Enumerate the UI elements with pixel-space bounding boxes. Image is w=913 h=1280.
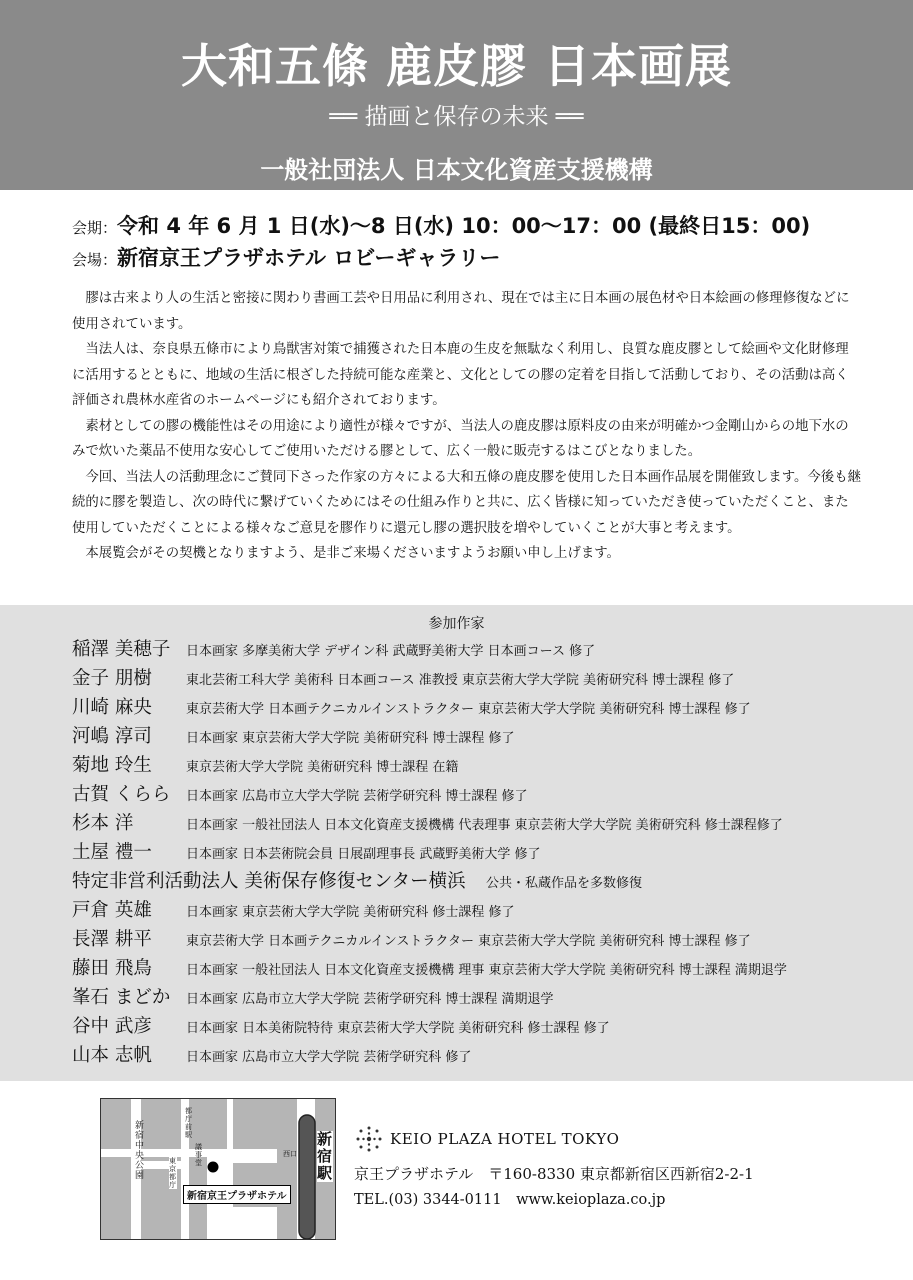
artist-desc: 日本画家 広島市立大学大学院 芸術学研究科 博士課程 修了: [186, 789, 528, 804]
exhibition-title: 大和五條 鹿皮膠 日本画展: [180, 39, 733, 93]
artist-name: 川崎 麻央: [72, 697, 152, 718]
map-label-gikaido: 議事堂: [195, 1143, 202, 1167]
artist-name: 藤田 飛鳥: [72, 958, 152, 979]
artist-desc: 日本画家 一般社団法人 日本文化資産支援機構 理事 東京芸術大学大学院 美術研究科 博士課程 満期退学: [186, 963, 787, 978]
venue-value: 新宿京王プラザホテル ロビーギャラリー: [117, 246, 501, 270]
intro-text: [72, 286, 862, 567]
map-label-hotel: 新宿京王プラザホテル: [183, 1185, 291, 1204]
exhibition-subtitle: ══ 描画と保存の未来 ══: [329, 104, 584, 130]
artist-name: 峯石 まどか: [72, 987, 171, 1008]
artist-desc: 日本画家 広島市立大学大学院 芸術学研究科 修了: [186, 1050, 472, 1065]
map-label-tocho-station: 都庁前駅: [185, 1107, 192, 1139]
artist-name: 河嶋 淳司: [72, 726, 152, 747]
artist-desc: 東北芸術工科大学 美術科 日本画コース 准教授 東京芸術大学大学院 美術研究科 博士課程 修了: [186, 673, 735, 688]
artist-desc: 東京芸術大学大学院 美術研究科 博士課程 在籍: [186, 760, 459, 775]
artist-desc: 東京芸術大学 日本画テクニカルインストラクター 東京芸術大学大学院 美術研究科 博士課程 修了: [186, 702, 751, 717]
artist-desc: 日本画家 一般社団法人 日本文化資産支援機構 代表理事 東京芸術大学大学院 美術研究科 修士課程修了: [186, 818, 783, 833]
artist-name: 戸倉 英雄: [72, 900, 152, 921]
hotel-contact: TEL.(03) 3344-0111 www.keioplaza.co.jp: [354, 1192, 666, 1208]
artist-desc: 日本画家 日本芸術院会員 日展副理事長 武蔵野美術大学 修了: [186, 847, 541, 862]
artist-name: 特定非営利活動法人 美術保存修復センター横浜: [72, 871, 466, 892]
hotel-logo: [354, 1124, 619, 1154]
paragraph: 本展覧会がその契機となりますよう、是非ご来場くださいますようお願い申し上げます。: [85, 546, 620, 561]
paragraph: 膠は古来より人の生活と密接に関わり書画工芸や日用品に利用され、現在では主に日本画の展色材や日本絵画の修理修復などに使用されています。: [72, 291, 850, 332]
paragraph: 当法人は、奈良県五條市により鳥獣害対策で捕獲された日本鹿の生皮を無駄なく利用し、良質な鹿皮膠として絵画や文化財修理に活用するとともに、地域の生活に根ざした持続可能な産業と、文化としての膠の定着を目指して活動しており、その活動は高く評価され農林水産省のホームページにも紹介されております。: [72, 342, 849, 408]
artist-name: 金子 朋樹: [72, 668, 152, 689]
venue-label: 会場：: [72, 251, 118, 269]
map-label-tocho: 東京都庁: [169, 1157, 176, 1189]
artist-name: 谷中 武彦: [72, 1016, 152, 1037]
hotel-address: 京王プラザホテル 〒160-8330 東京都新宿区西新宿2-2-1: [354, 1165, 754, 1183]
artist-desc: 公共・私蔵作品を多数修復: [486, 876, 643, 891]
artist-name: 稲澤 美穂子: [72, 639, 171, 660]
artist-desc: 日本画家 日本美術院特待 東京芸術大学大学院 美術研究科 修士課程 修了: [186, 1021, 610, 1036]
artist-desc: 東京芸術大学 日本画テクニカルインストラクター 東京芸術大学大学院 美術研究科 博士課程 修了: [186, 934, 751, 949]
artist-desc: 日本画家 多摩美術大学 デザイン科 武蔵野美術大学 日本画コース 修了: [186, 644, 596, 659]
organizer-name: 一般社団法人 日本文化資産支援機構: [260, 156, 653, 184]
period-label: 会期：: [72, 219, 118, 237]
artist-desc: 日本画家 広島市立大学大学院 芸術学研究科 博士課程 満期退学: [186, 992, 554, 1007]
map-label-nishiguchi: 西口: [283, 1150, 297, 1158]
artist-name: 菊地 玲生: [72, 755, 152, 776]
access-map: [100, 1098, 336, 1240]
venue-line: [72, 242, 500, 272]
map-label-park: 新宿中央公園: [135, 1121, 145, 1181]
artists-section: [0, 605, 913, 1081]
period-line: [72, 210, 810, 240]
artist-name: 土屋 禮一: [72, 842, 152, 863]
artist-name: 長澤 耕平: [72, 929, 152, 950]
header-banner: [0, 0, 913, 190]
map-label-shinjuku-station: 新宿駅: [317, 1130, 333, 1182]
paragraph: 今回、当法人の活動理念にご賛同下さった作家の方々による大和五條の鹿皮膠を使用した日本画作品展を開催致します。今後も継続的に膠を製造し、次の時代に繋げていくためにはその仕組み作りと共に、広く皆様に知っていただき使っていただくこと、また使用していただくことによる様々なご意見を膠作りに還元し膠の選択肢を増やしていくことが大事と考えます。: [72, 469, 861, 536]
artists-heading: 参加作家: [428, 616, 485, 632]
hotel-logo-text: KEIO PLAZA HOTEL TOKYO: [390, 1130, 620, 1148]
paragraph: 素材としての膠の機能性はその用途により適性が様々ですが、当法人の鹿皮膠は原料皮の由来が明確かつ金剛山からの地下水のみで炊いた薬品不使用な安心してご使用いただける膠として、広く一般に販売するはこびとなりました。: [72, 418, 849, 459]
artist-name: 杉本 洋: [72, 813, 134, 834]
artist-desc: 日本画家 東京芸術大学大学院 美術研究科 修士課程 修了: [186, 905, 515, 920]
artist-name: 山本 志帆: [72, 1045, 152, 1066]
keio-plaza-logo-icon: [354, 1124, 384, 1154]
artist-name: 古賀 くらら: [72, 784, 171, 805]
hotel-marker: [208, 1162, 219, 1173]
period-value: 令和 4 年 6 月 1 日(水)～8 日(水) 10：00～17：00 (最終日15：00): [117, 214, 811, 238]
artist-desc: 日本画家 東京芸術大学大学院 美術研究科 博士課程 修了: [186, 731, 515, 746]
